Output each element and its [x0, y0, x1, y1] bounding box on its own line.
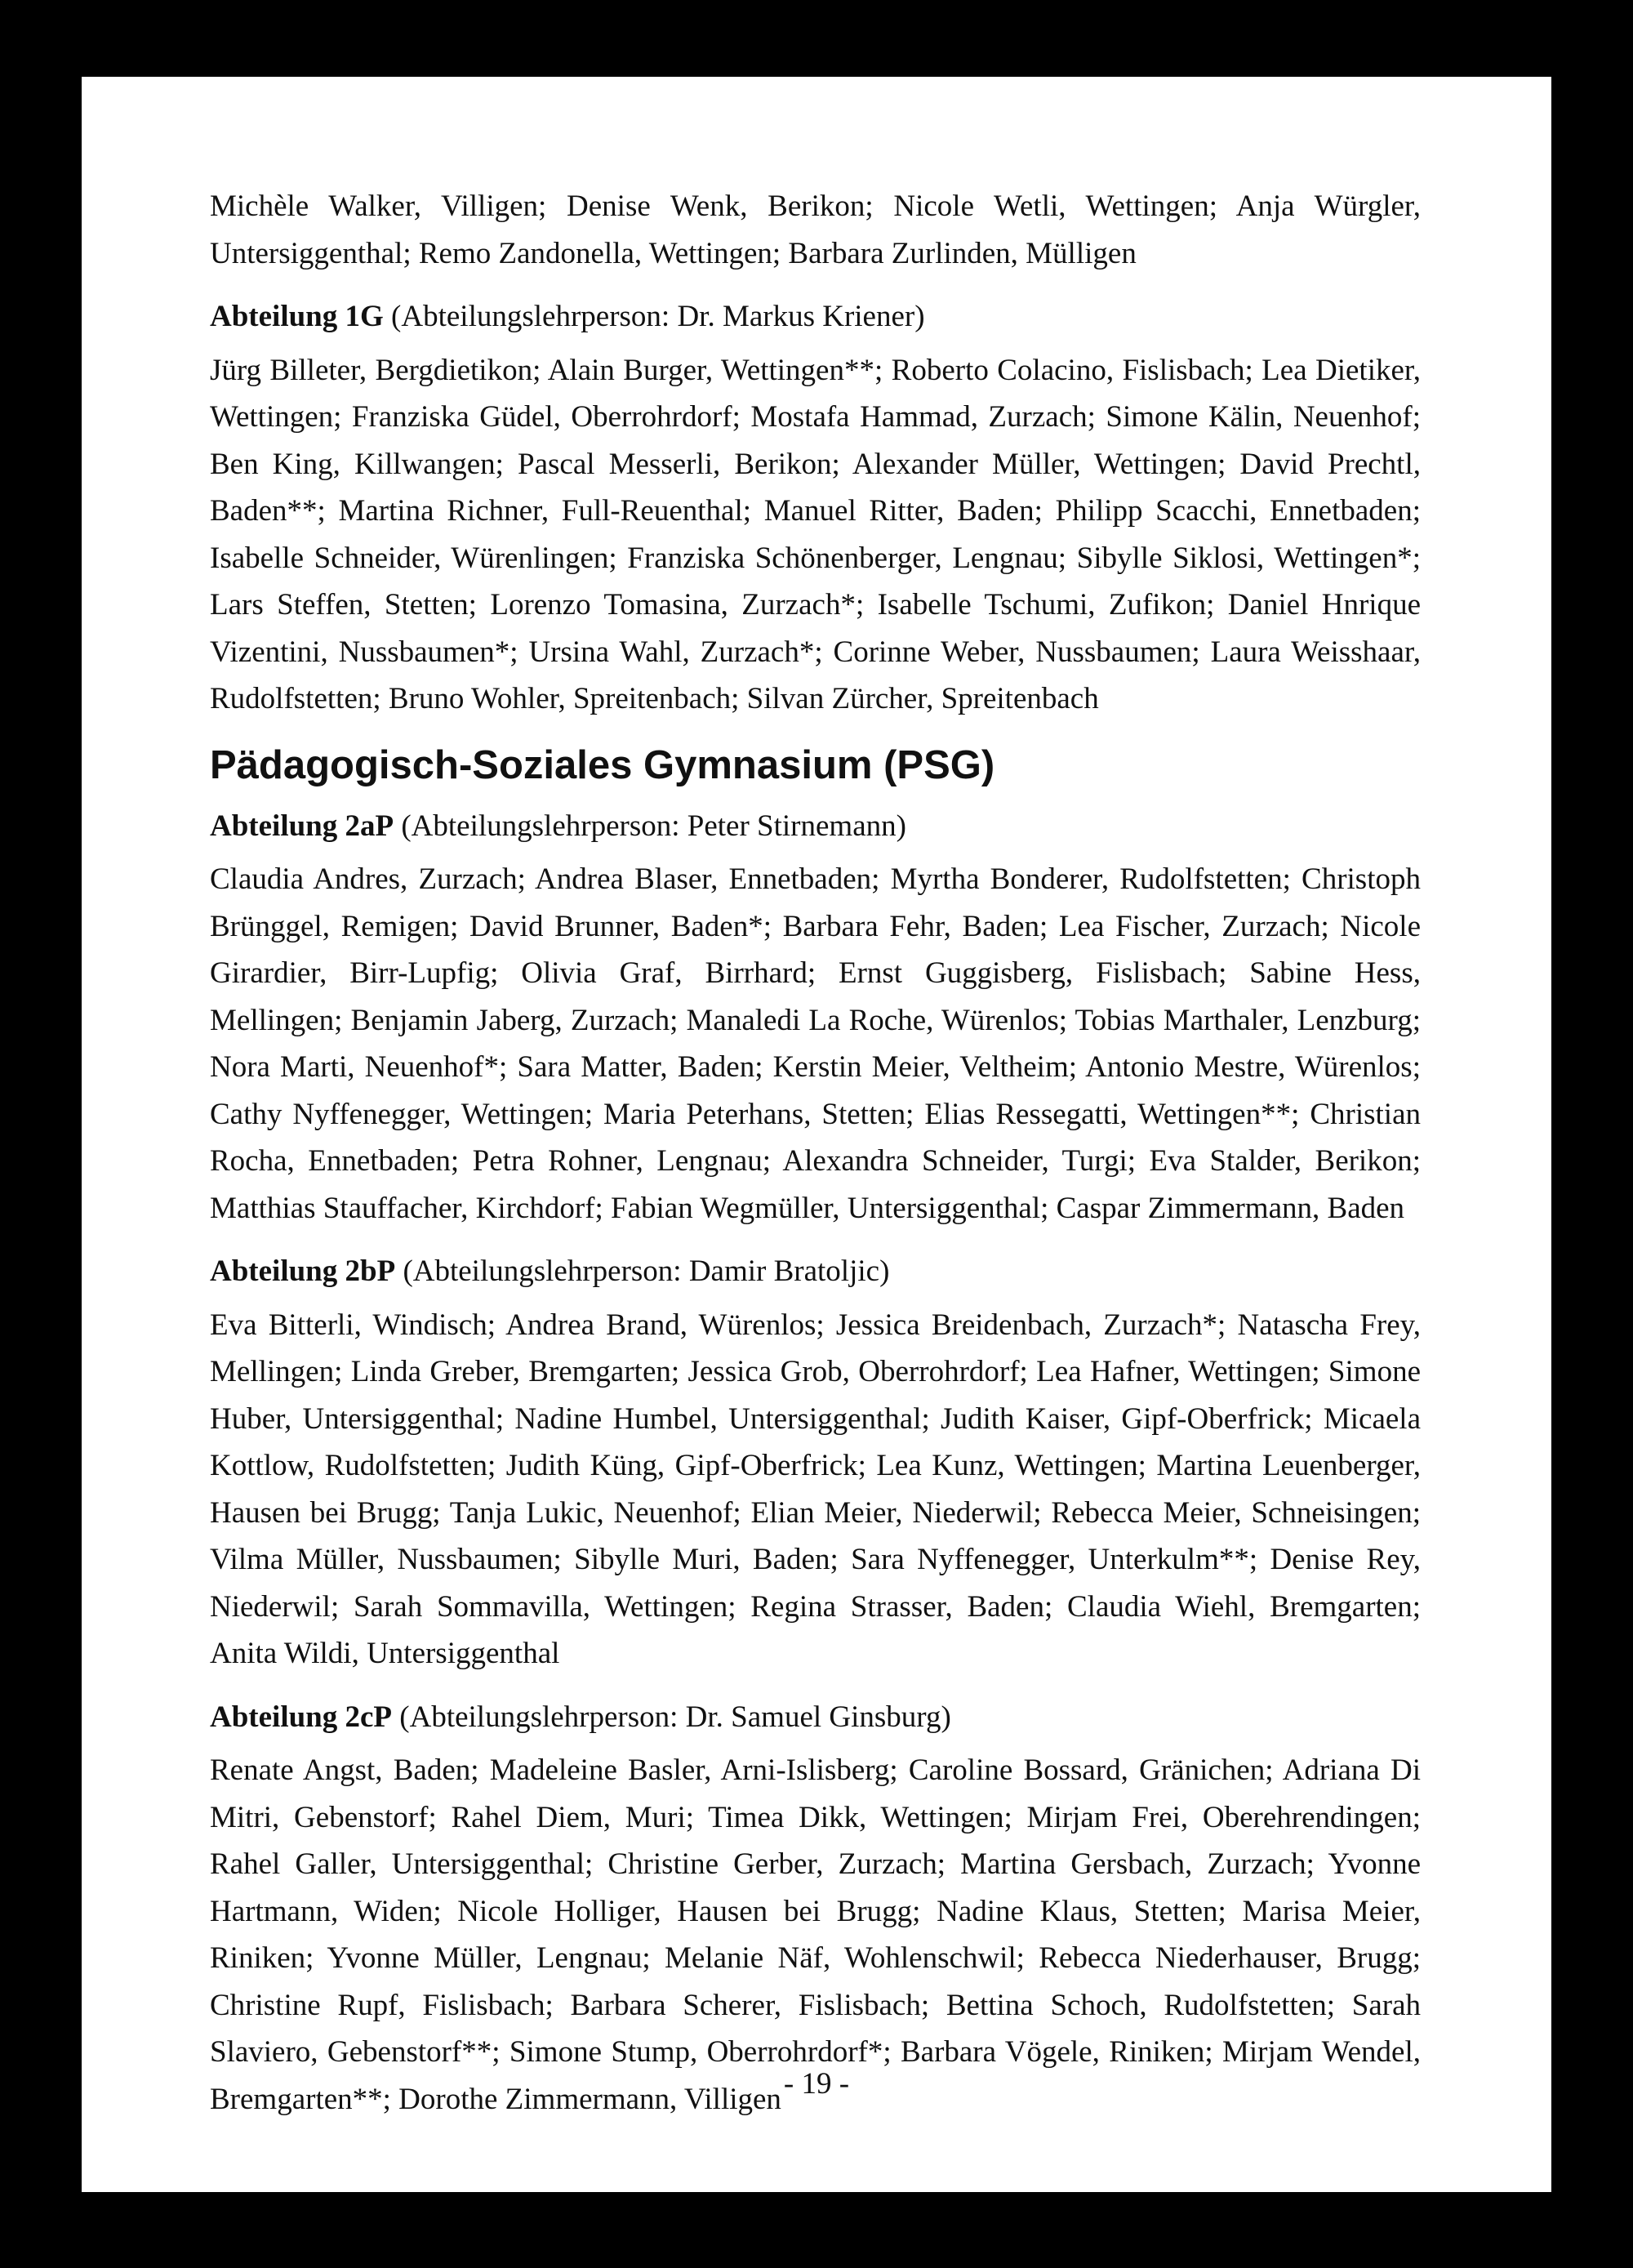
section-2bp — [210, 1248, 1421, 1678]
section-label: Abteilung 2bP — [210, 1254, 396, 1288]
section-label: Abteilung 1G — [210, 300, 384, 333]
section-heading — [210, 803, 1421, 850]
school-title: Pädagogisch-Soziales Gymnasium (PSG) — [210, 742, 995, 787]
section-heading — [210, 293, 1421, 341]
section-teacher: (Abteilungslehrperson: Dr. Markus Kriener) — [391, 300, 925, 333]
section-label: Abteilung 2cP — [210, 1700, 393, 1734]
section-2ap — [210, 803, 1421, 1232]
student-list: Eva Bitterli, Windisch; Andrea Brand, Würenlos; Jessica Breidenbach, Zurzach*; Natascha Frey, Mellingen; Linda Greber, Bremgarten; Jessica Grob, Oberrohrdorf; Lea Hafner, Wettingen; Simone Huber, Untersiggenthal; Nadine Humbel, Untersiggenthal; Judith Kaiser, Gipf-Oberfrick; Micaela Kottlow, Rudolfstetten; Judith Küng, Gipf-Oberfrick; Lea Kunz, Wettingen; Martina Leuenberger, Hausen bei Brugg; Tanja Lukic, Neuenhof; Elian Meier, Niederwil; Rebecca Meier, Schneisingen; Vilma Müller, Nussbaumen; Sibylle Muri, Baden; Sara Nyffenegger, Unterkulm**; Denise Rey, Niederwil; Sarah Sommavilla, Wettingen; Regina Strasser, Baden; Claudia Wiehl, Bremgarten; Anita Wildi, Untersiggenthal — [210, 1308, 1421, 1670]
intro-paragraph: Michèle Walker, Villigen; Denise Wenk, Berikon; Nicole Wetli, Wettingen; Anja Würgler, Untersiggenthal; Remo Zandonella, Wettingen; Barbara Zurlinden, Mülligen — [210, 189, 1421, 270]
section-teacher: (Abteilungslehrperson: Peter Stirnemann) — [401, 809, 906, 843]
section-label: Abteilung 2aP — [210, 809, 394, 843]
student-list: Renate Angst, Baden; Madeleine Basler, Arni-Islisberg; Caroline Bossard, Gränichen; Adriana Di Mitri, Gebenstorf; Rahel Diem, Muri; Timea Dikk, Wettingen; Mirjam Frei, Oberehrendingen; Rahel Galler, Untersiggenthal; Christine Gerber, Zurzach; Martina Gersbach, Zurzach; Yvonne Hartmann, Widen; Nicole Holliger, Hausen bei Brugg; Nadine Klaus, Stetten; Marisa Meier, Riniken; Yvonne Müller, Lengnau; Melanie Näf, Wohlenschwil; Rebecca Niederhauser, Brugg; Christine Rupf, Fislisbach; Barbara Scherer, Fislisbach; Bettina Schoch, Rudolfstetten; Sarah Slaviero, Gebenstorf**; Simone Stump, Oberrohrdorf*; Barbara Vögele, Riniken; Mirjam Wendel, Bremgarten**; Dorothe Zimmermann, Villigen — [210, 1753, 1421, 2116]
section-teacher: (Abteilungslehrperson: Damir Bratoljic) — [403, 1254, 890, 1288]
section-teacher: (Abteilungslehrperson: Dr. Samuel Ginsburg) — [399, 1700, 951, 1734]
page-number: - 19 - — [783, 2067, 850, 2101]
section-2cp — [210, 1694, 1421, 2123]
section-1g — [210, 293, 1421, 723]
student-list: Claudia Andres, Zurzach; Andrea Blaser, Ennetbaden; Myrtha Bonderer, Rudolfstetten; Christoph Brünggel, Remigen; David Brunner, Baden*; Barbara Fehr, Baden; Lea Fischer, Zurzach; Nicole Girardier, Birr-Lupfig; Olivia Graf, Birrhard; Ernst Guggisberg, Fislisbach; Sabine Hess, Mellingen; Benjamin Jaberg, Zurzach; Manaledi La Roche, Würenlos; Tobias Marthaler, Lenzburg; Nora Marti, Neuenhof*; Sara Matter, Baden; Kerstin Meier, Veltheim; Antonio Mestre, Würenlos; Cathy Nyffenegger, Wettingen; Maria Peterhans, Stetten; Elias Ressegatti, Wettingen**; Christian Rocha, Ennetbaden; Petra Rohner, Lengnau; Alexandra Schneider, Turgi; Eva Stalder, Berikon; Matthias Stauffacher, Kirchdorf; Fabian Wegmüller, Untersiggenthal; Caspar Zimmermann, Baden — [210, 862, 1421, 1225]
document-page — [82, 77, 1551, 2192]
section-heading — [210, 1248, 1421, 1295]
section-heading — [210, 1694, 1421, 1741]
student-list: Jürg Billeter, Bergdietikon; Alain Burger, Wettingen**; Roberto Colacino, Fislisbach; Lea Dietiker, Wettingen; Franziska Güdel, Oberrohrdorf; Mostafa Hammad, Zurzach; Simone Kälin, Neuenhof; Ben King, Killwangen; Pascal Messerli, Berikon; Alexander Müller, Wettingen; David Prechtl, Baden**; Martina Richner, Full-Reuenthal; Manuel Ritter, Baden; Philipp Scacchi, Ennetbaden; Isabelle Schneider, Würenlingen; Franziska Schönenberger, Lengnau; Sibylle Siklosi, Wettingen*; Lars Steffen, Stetten; Lorenzo Tomasina, Zurzach*; Isabelle Tschumi, Zufikon; Daniel Hnrique Vizentini, Nussbaumen*; Ursina Wahl, Zurzach*; Corinne Weber, Nussbaumen; Laura Weisshaar, Rudolfstetten; Bruno Wohler, Spreitenbach; Silvan Zürcher, Spreitenbach — [210, 353, 1421, 715]
